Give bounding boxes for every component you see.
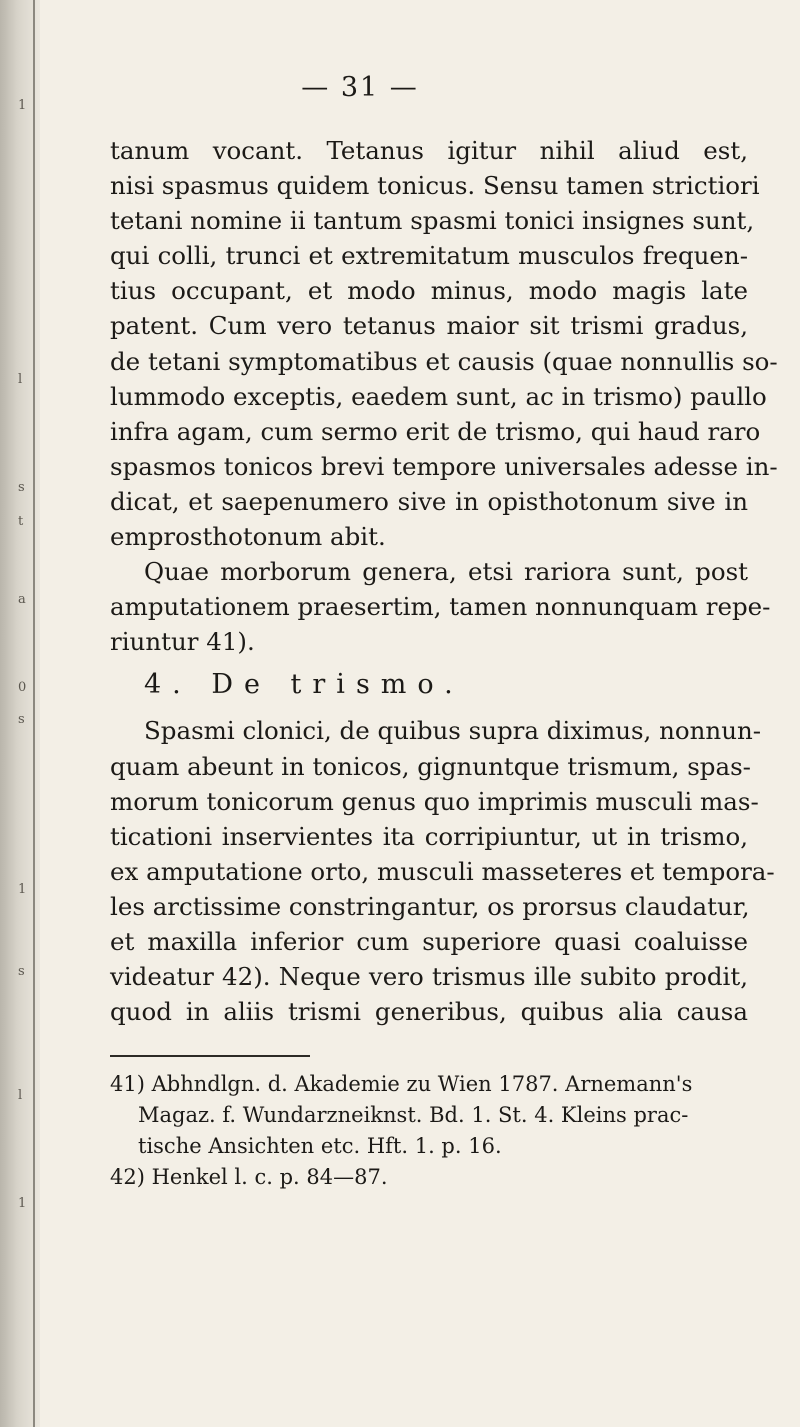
text-line: Spasmi clonici, de quibus supra diximus, nonnun-: [144, 716, 762, 746]
gutter-mark: l: [18, 372, 23, 387]
gutter-mark: t: [18, 514, 24, 529]
text-line: les arctissime constringantur, os prorsus claudatur,: [110, 891, 750, 921]
text-line: amputationem praesertim, tamen nonnunquam repe-: [110, 592, 771, 622]
text-line: riuntur 41).: [110, 627, 255, 657]
text-line: emprosthotonum abit.: [110, 522, 386, 552]
gutter-mark: 1: [18, 98, 27, 113]
text-line: dicat, et saepenumero sive in opisthotonum sive in: [110, 486, 748, 516]
gutter-mark: a: [18, 592, 26, 607]
gutter-mark: l: [18, 1088, 23, 1103]
page-body: [110, 133, 778, 1193]
text-line: quam abeunt in tonicos, gignuntque trismum, spas-: [110, 751, 751, 781]
gutter-mark: 1: [18, 882, 27, 897]
text-line: ex amputatione orto, musculi masseteres et tempora-: [110, 856, 775, 886]
text-line: qui colli, trunci et extremitatum musculos frequen-: [110, 241, 748, 271]
page-number: — 31 —: [301, 72, 419, 103]
gutter-mark: s: [18, 712, 25, 727]
text-line: tetani nomine ii tantum spasmi tonici insignes sunt,: [110, 206, 755, 236]
text-line: tanum vocant. Tetanus igitur nihil aliud est,: [110, 136, 748, 165]
footnote-rule: [110, 1055, 310, 1057]
text-line: Quae morborum genera, etsi rariora sunt, post: [144, 557, 748, 587]
gutter-mark: 1: [18, 1196, 27, 1211]
binding-edge: [33, 0, 35, 1427]
text-line: et maxilla inferior cum superiore quasi coaluisse: [110, 926, 748, 956]
gutter-mark: s: [18, 964, 25, 979]
section-heading: 4. De trismo.: [144, 669, 464, 701]
gutter-mark: 0: [18, 680, 27, 695]
text-line: spasmos tonicos brevi tempore universales adesse in-: [110, 451, 778, 481]
footnote-line: Magaz. f. Wundarzneiknst. Bd. 1. St. 4. Kleins prac-: [138, 1103, 689, 1128]
gutter-mark: s: [18, 480, 25, 495]
footnote-line: tische Ansichten etc. Hft. 1. p. 16.: [138, 1134, 502, 1159]
text-line: infra agam, cum sermo erit de trismo, qui haud raro: [110, 416, 761, 446]
text-line: lummodo exceptis, eaedem sunt, ac in trismo) paullo: [110, 381, 767, 411]
text-line: patent. Cum vero tetanus maior sit trismi gradus,: [110, 311, 748, 341]
text-line: ticationi inservientes ita corripiuntur, ut in trismo,: [110, 821, 748, 851]
text-line: nisi spasmus quidem tonicus. Sensu tamen strictiori: [110, 171, 760, 201]
text-line: tius occupant, et modo minus, modo magis late: [110, 276, 748, 306]
text-line: de tetani symptomatibus et causis (quae nonnullis so-: [110, 346, 778, 376]
text-line: quod in aliis trismi generibus, quibus alia causa: [110, 997, 748, 1027]
footnote-line: 41) Abhndlgn. d. Akademie zu Wien 1787. Arnemann's: [110, 1072, 693, 1097]
text-line: videatur 42). Neque vero trismus ille subito prodit,: [110, 962, 748, 992]
footnote-line: 42) Henkel l. c. p. 84—87.: [110, 1165, 388, 1190]
text-line: morum tonicorum genus quo imprimis musculi mas-: [110, 786, 759, 816]
